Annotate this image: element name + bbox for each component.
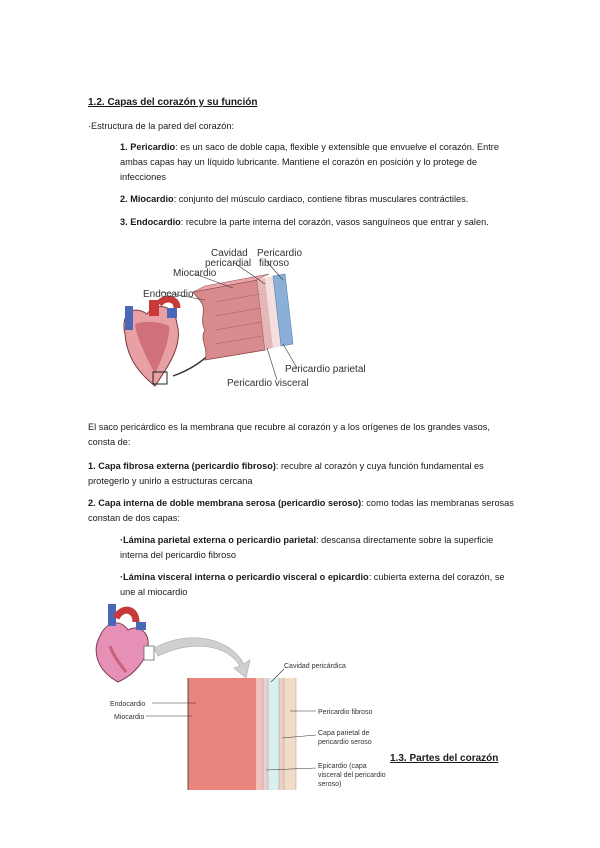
section-heading-1-2: 1.2. Capas del corazón y su función <box>88 97 258 108</box>
label-endocardio: Endocardio <box>110 701 146 708</box>
label-capa-parietal-2: pericardio seroso <box>318 739 372 746</box>
heart-wall-figure <box>115 244 375 394</box>
label-pericardio-parietal: Pericardio parietal <box>285 364 366 375</box>
saco-subitem-2 <box>120 570 515 600</box>
item-pericardio <box>120 140 515 185</box>
saco-text: El saco pericárdico es la membrana que recubre al corazón y a los orígenes de los grandes vasos, consta de: <box>88 422 490 447</box>
saco-subitem-term: ·Lámina parietal externa o pericardio parietal <box>120 535 317 545</box>
heart-illustration <box>96 604 154 682</box>
label-endocardio: Endocardio <box>143 289 194 300</box>
saco-item-term: 1. Capa fibrosa externa (pericardio fibroso) <box>88 461 276 471</box>
item-term: 3. Endocardio <box>120 217 181 227</box>
label-epicardio-1: Epicardio (capa <box>318 763 367 770</box>
label-capa-parietal-1: Capa parietal de <box>318 730 370 737</box>
pericardium-layers-figure <box>88 602 388 802</box>
label-pericardio-fibroso: Pericardio fibroso <box>318 709 373 716</box>
wall-block <box>193 274 293 360</box>
label-pericardial: pericardial <box>205 258 252 269</box>
saco-item-1 <box>88 459 518 489</box>
item-text: : es un saco de doble capa, flexible y extensible que envuelve el corazón. Entre ambas capas hay un líquido lubricante. Mantiene el corazón en posición y lo protege de infecciones <box>120 142 499 182</box>
label-pericardio: Pericardio <box>257 248 303 259</box>
label-cavidad-pericardica: Cavidad pericárdica <box>284 663 346 670</box>
item-endocardio <box>120 215 515 230</box>
saco-item-term: 2. Capa interna de doble membrana serosa (pericardio seroso) <box>88 498 362 508</box>
item-text: : conjunto del músculo cardiaco, contiene fibras musculares contráctiles. <box>173 194 469 204</box>
saco-subitem-term: ·Lámina visceral interna o pericardio visceral o epicardio <box>120 572 369 582</box>
saco-item-2 <box>88 496 518 526</box>
label-epicardio-2: visceral del pericardio <box>318 772 386 779</box>
label-miocardio: Miocardio <box>114 714 145 721</box>
item-term: 1. Pericardio <box>120 142 176 152</box>
item-miocardio <box>120 192 515 207</box>
label-miocardio: Miocardio <box>173 268 217 279</box>
section-heading-1-3: 1.3. Partes del corazón <box>390 753 499 764</box>
layer-block <box>188 678 296 790</box>
saco-item-text: : como todas las membranas serosas constan de dos capas: <box>88 498 514 523</box>
label-epicardio-3: seroso) <box>318 781 342 788</box>
item-text: : recubre la parte interna del corazón, vasos sanguíneos que entrar y salen. <box>180 217 489 227</box>
label-fibroso: fibroso <box>259 258 290 269</box>
label-cavidad: Cavidad <box>211 248 248 259</box>
magnify-arrow <box>154 638 250 678</box>
intro-text: ·Estructura de la pared del corazón: <box>88 121 235 131</box>
saco-subitem-text: : cubierta externa del corazón, se une al miocardio <box>120 572 505 597</box>
item-term: 2. Miocardio <box>120 194 174 204</box>
label-pericardio-visceral: Pericardio visceral <box>227 378 309 389</box>
heart-illustration <box>124 299 179 386</box>
saco-item-text: : recubre al corazón y cuya función fundamental es protegerlo y unirlo a estructuras cercana <box>88 461 484 486</box>
saco-subitem-text: : descansa directamente sobre la superficie interna del pericardio fibroso <box>120 535 494 560</box>
saco-subitem-1 <box>120 533 515 563</box>
